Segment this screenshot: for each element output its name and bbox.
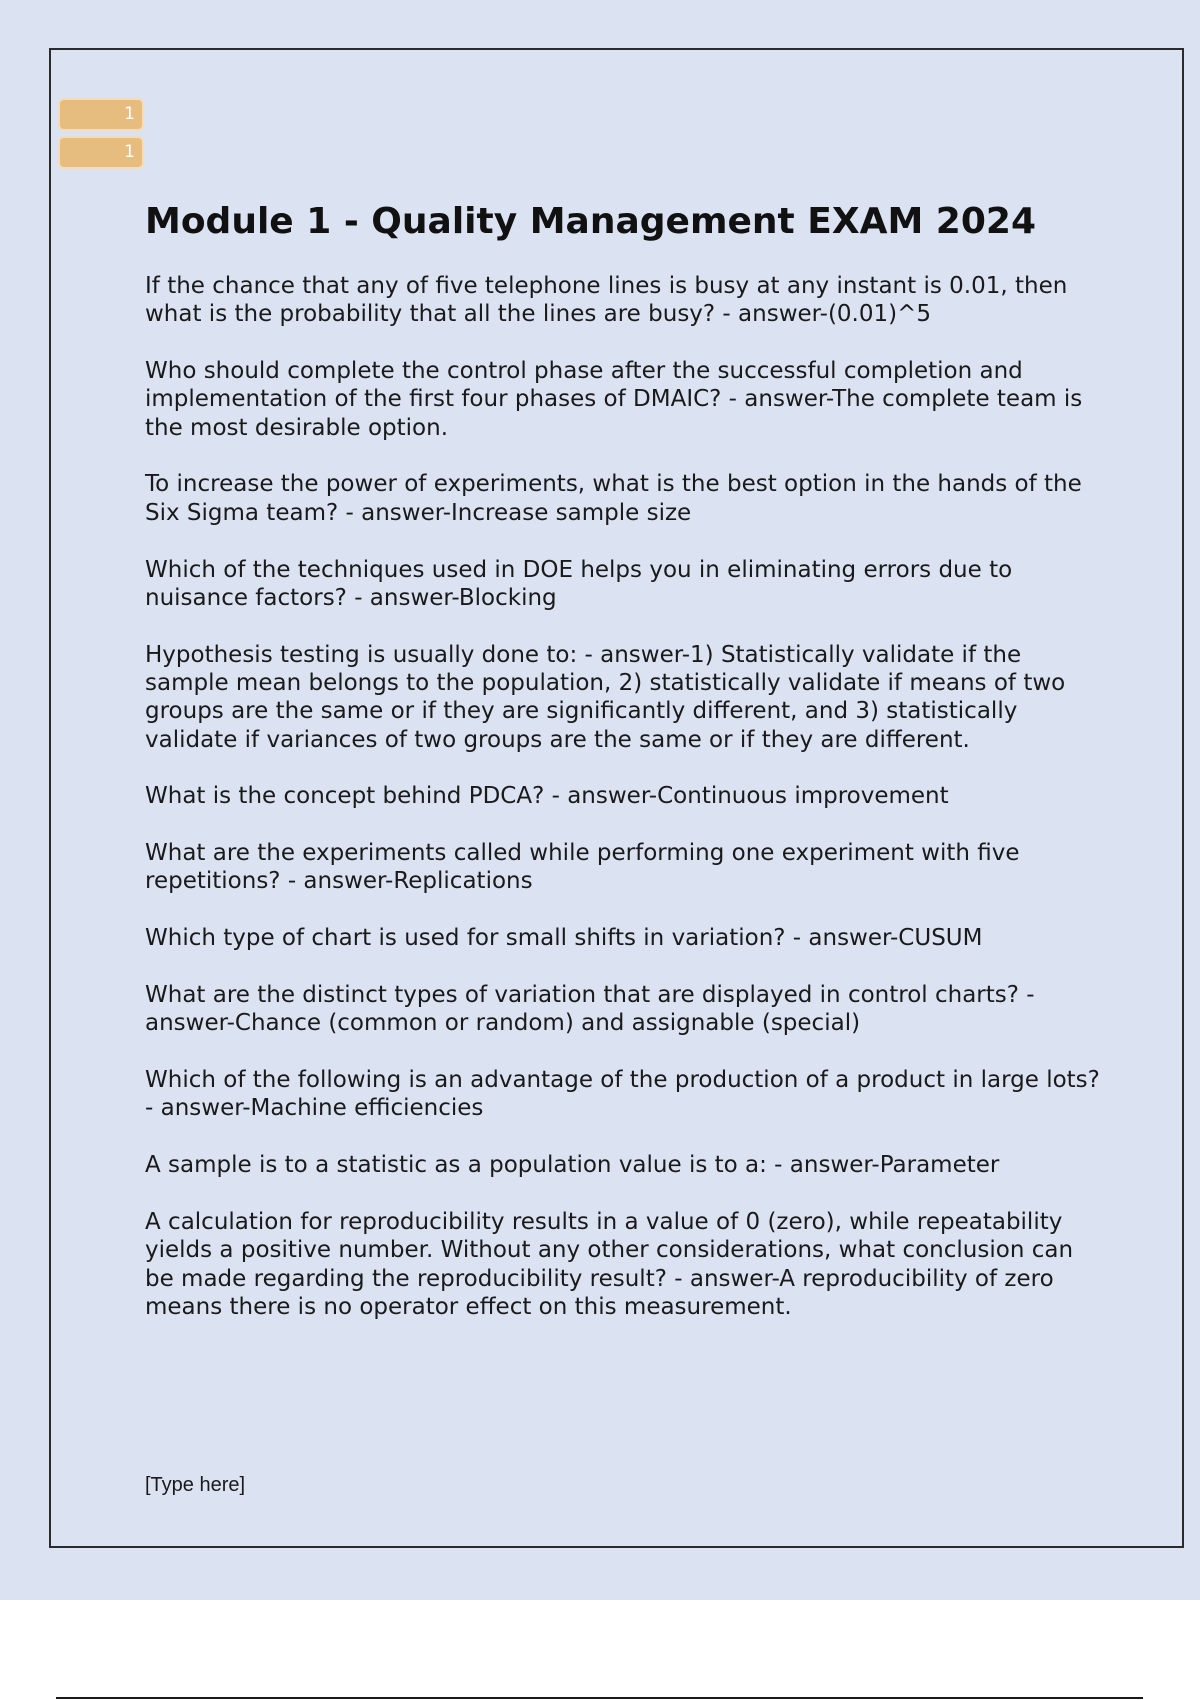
question-answer-item: Which of the following is an advantage of the production of a product in large lots? - answer-Machine efficiencies bbox=[145, 1067, 1100, 1122]
question-answer-item: A calculation for reproducibility results in a value of 0 (zero), while repeatability yields a positive number. Without any other considerations, what conclusion can be made regarding the reproducibility result? - answer-A reproducibility of zero means there is no operator effect on this measurement. bbox=[145, 1209, 1074, 1320]
bottom-divider bbox=[56, 1697, 1143, 1699]
question-answer-item: To increase the power of experiments, what is the best option in the hands of the Six Sigma team? - answer-Increase sample size bbox=[145, 471, 1082, 526]
question-answer-item: Hypothesis testing is usually done to: - answer-1) Statistically validate if the sample mean belongs to the population, 2) statistically validate if means of two groups are the same or if they are significantly different, and 3) statistically validate if variances of two groups are the same or if they are different. bbox=[145, 641, 1066, 753]
question-answer-item: Which type of chart is used for small shifts in variation? - answer-CUSUM bbox=[145, 925, 983, 952]
question-answer-item: A sample is to a statistic as a population value is to a: - answer-Parameter bbox=[145, 1152, 1000, 1179]
question-answer-item: What are the experiments called while performing one experiment with five repetitions? - answer-Replications bbox=[145, 840, 1020, 895]
footer-placeholder: [Type here] bbox=[145, 1474, 246, 1496]
page-badges bbox=[58, 98, 146, 174]
question-answer-item: What are the distinct types of variation that are displayed in control charts? - answer-Chance (common or random) and assignable (special) bbox=[145, 982, 1035, 1037]
question-answer-item: Which of the techniques used in DOE helps you in eliminating errors due to nuisance factors? - answer-Blocking bbox=[145, 556, 1013, 611]
document-title: Module 1 - Quality Management EXAM 2024 bbox=[145, 201, 1036, 242]
document-body bbox=[145, 198, 1105, 1350]
question-answer-item: Who should complete the control phase after the successful completion and implementation of the first four phases of DMAIC? - answer-The complete team is the most desirable option. bbox=[145, 358, 1083, 441]
question-answer-item: What is the concept behind PDCA? - answer-Continuous improvement bbox=[145, 783, 949, 810]
page-badge: 1 bbox=[58, 98, 144, 131]
page-badge: 1 bbox=[58, 136, 144, 169]
question-answer-item: If the chance that any of five telephone lines is busy at any instant is 0.01, then what is the probability that all the lines are busy? - answer-(0.01)^5 bbox=[145, 273, 1068, 328]
